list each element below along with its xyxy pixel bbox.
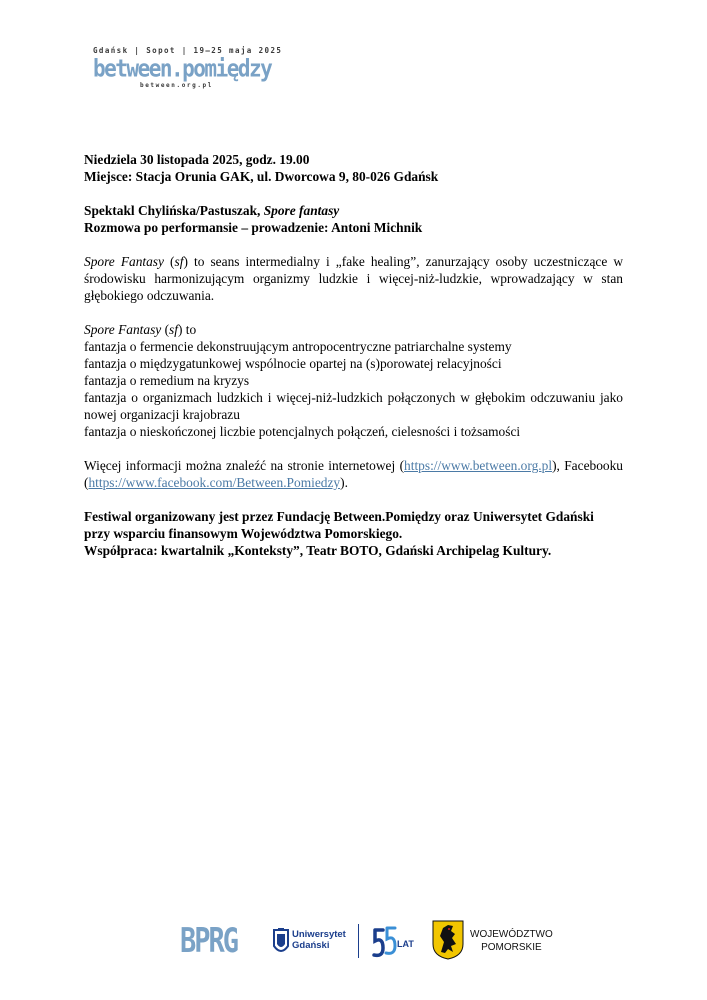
festival-logo (93, 46, 283, 89)
event-show (84, 202, 623, 219)
description-text: ) to seans intermedialny i „fake healing”, zanurzający osoby uczestniczące w środowisku harmonizującym organizmy ludzkie i więcej-niż-ludzkie, wprowadzający w stan głębokiego odczuwania. (84, 254, 624, 303)
bprg-logo: BPRG (180, 922, 238, 961)
event-place: Miejsce: Stacja Orunia GAK, ul. Dworcowa 9, 80-026 Gdańsk (84, 169, 439, 184)
website-link[interactable]: https://www.between.org.pl (404, 458, 553, 473)
lat-logo (371, 922, 421, 962)
sponsor-logos (0, 918, 707, 963)
list-item: fantazja o nieskończonej liczbie potencjalnych połączeń, cielesności i tożsamości (84, 424, 521, 439)
more-info-text3: ). (340, 475, 348, 490)
anniversary-number-icon (371, 926, 397, 960)
list-suffix: ) to (177, 322, 197, 337)
griffin-shield-icon (432, 920, 464, 960)
event-talk: Rozmowa po performansie – prowadzenie: Antoni Michnik (84, 220, 423, 235)
cooperation-line: Współpraca: kwartalnik „Konteksty”, Teatr BOTO, Gdański Archipelag Kultury. (84, 543, 552, 558)
ug-line1: Uniwersytet (292, 929, 346, 940)
show-prefix: Spektakl Chylińska/Pastuszak, (84, 203, 264, 218)
ug-text (292, 929, 346, 951)
lat-label: LAT (397, 939, 414, 949)
description-title: Spore Fantasy (84, 254, 164, 269)
more-info-paragraph (84, 457, 623, 491)
ug-line2: Gdański (292, 940, 330, 951)
ug-logo (270, 922, 350, 962)
pomorskie-logo (432, 920, 557, 962)
list-title: Spore Fantasy (84, 322, 162, 337)
list-item: fantazja o międzygatunkowej wspólnocie opartej na (s)porowatej relacyjności (84, 356, 502, 371)
list-item: fantazja o fermencie dekonstruującym antropocentryczne patriarchalne systemy (84, 339, 512, 354)
list-item: fantazja o organizmach ludzkich i więcej-niż-ludzkich połączonych w głębokim odczuwaniu jako nowej organizacji krajobrazu (84, 390, 623, 422)
list-paren: ( (161, 322, 170, 337)
list-item: fantazja o remedium na kryzys (84, 373, 250, 388)
logo-divider (358, 924, 359, 958)
list-abbr: sf (169, 322, 178, 337)
event-date: Niedziela 30 listopada 2025, godz. 19.00 (84, 152, 310, 167)
woj-line1: WOJEWÓDZTWO (470, 929, 553, 940)
more-info-text1: Więcej informacji można znaleźć na stronie internetowej ( (84, 458, 405, 473)
pomorskie-text (470, 928, 553, 954)
description-paren: ( (163, 254, 175, 269)
logo-url: between.org.pl (140, 82, 213, 89)
facebook-link[interactable]: https://www.facebook.com/Between.Pomiedzy (88, 475, 341, 490)
ug-emblem-icon (272, 928, 290, 958)
logo-dates: Gdańsk | Sopot | 19–25 maja 2025 (93, 46, 283, 55)
show-title: Spore fantasy (263, 203, 340, 218)
document-body (84, 151, 623, 559)
organizers-line: Festiwal organizowany jest przez Fundację Between.Pomiędzy oraz Uniwersytet Gdański przy wsparciu finansowym Województwa Pomorskiego. (84, 509, 594, 541)
logo-brand: between.pomiędzy (93, 54, 272, 83)
description-abbr: sf (174, 254, 184, 269)
description-paragraph (84, 253, 623, 304)
woj-line2: POMORSKIE (481, 942, 542, 953)
more-info-text2: ), Facebooku ( (84, 458, 623, 490)
list-intro (84, 321, 623, 338)
